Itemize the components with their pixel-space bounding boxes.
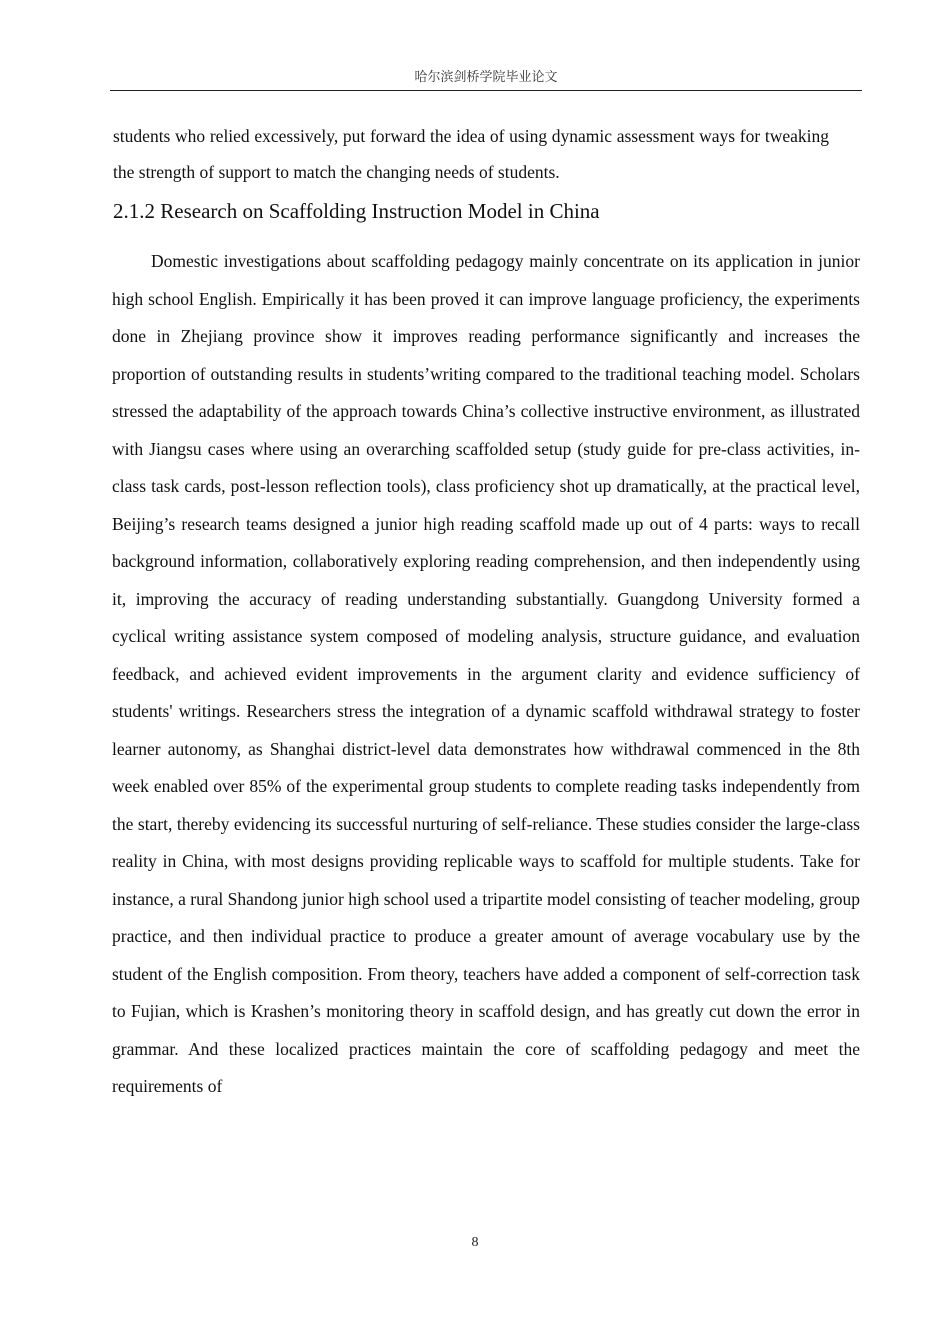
section-heading: 2.1.2 Research on Scaffolding Instruction Model in China: [113, 199, 600, 223]
continuation-paragraph: students who relied excessively, put forward the idea of using dynamic assessment ways for tweaking the strength of support to match the changing needs of students.: [113, 126, 829, 182]
body-paragraph: Domestic investigations about scaffolding pedagogy mainly concentrate on its application in junior high school English. Empirically it has been proved it can improve language proficiency, the experiments done in Zhejiang province show it improves reading performance significantly and increases the proportion of outstanding results in students’writing compared to the traditional teaching model. Scholars stressed the adaptability of the approach towards China’s collective instructive environment, as illustrated with Jiangsu cases where using an overarching scaffolded setup (study guide for pre-class activities, in-class task cards, post-lesson reflection tools), class proficiency shot up dramatically, at the practical level, Beijing’s research teams designed a junior high reading scaffold made up out of 4 parts: ways to recall background information, collaboratively exploring reading comprehension, and then independently using it, improving the accuracy of reading understanding substantially. Guangdong University formed a cyclical writing assistance system composed of modeling analysis, structure guidance, and evaluation feedback, and achieved evident improvements in the argument clarity and evidence sufficiency of students' writings. Researchers stress the integration of a dynamic scaffold withdrawal strategy to foster learner autonomy, as Shanghai district-level data demonstrates how withdrawal commenced in the 8th week enabled over 85% of the experimental group students to complete reading tasks independently from the start, thereby evidencing its successful nurturing of self-reliance. These studies consider the large-class reality in China, with most designs providing replicable ways to scaffold for multiple students. Take for instance, a rural Shandong junior high school used a tripartite model consisting of teacher modeling, group practice, and then individual practice to produce a greater amount of average vocabulary use by the student of the English composition. From theory, teachers have added a component of self-correction task to Fujian, which is Krashen’s monitoring theory in scaffold design, and has greatly cut down the error in grammar. And these localized practices maintain the core of scaffolding pedagogy and meet the requirements of: [112, 251, 860, 1096]
header-divider: [110, 90, 862, 91]
page-number: 8: [471, 1235, 479, 1250]
running-header: 哈尔滨剑桥学院毕业论文: [414, 70, 558, 85]
